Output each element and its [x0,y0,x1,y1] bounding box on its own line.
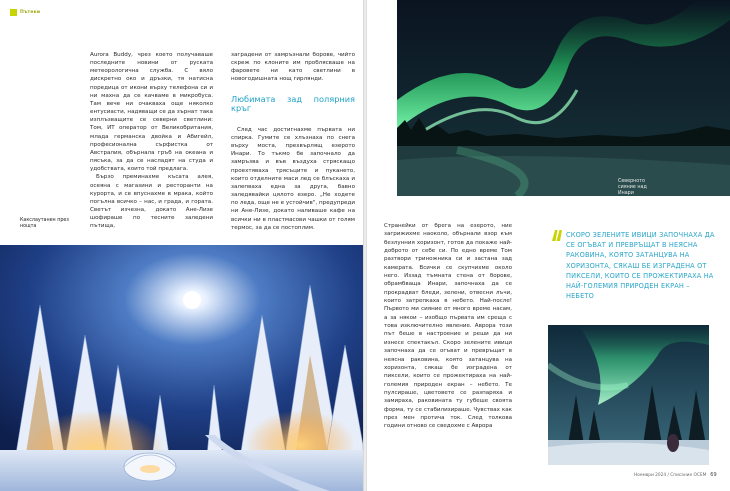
photo-caption-right: Северното сияние над Инари [618,179,647,197]
photo-caption-left: Какслаутанен през нощта [20,218,69,230]
page-number: 69 [710,472,717,478]
section-tag [10,9,40,16]
column3-body: Странейки от брега на езерото, ние загрижихме наоколо, обърнали взор към безлунния хоризонт, готов да покаже най-доброто от себе си. По едно време Том разтвори триножника си и застана зад камерата. Всички се скупчихме около него. Иззад тъмната стена от борове, обрамбваща Инари, започнаха да се прокрадват бледи, зелени, отвесни лъчи, които затрепкаха в небето. Най-после! Първото ми сияние от много време насам, а за някои – изобщо първата им среща с това изключително явление. Аврора този път беше в настроение и реши да ни изнесе спектакъл. Скоро зелените ивици започнаха да се огъват и превръщат в неясна раковина, която затанцува на хоризонта, сякаш бе изградена от пиксели, които се прожектираха на най-големия природен екран – небето. Те пулсираше, цветовете се разпаряха и замираха, раковината ту губеше своята форма, ту се стабилизираше. Чувствах как през мен протича ток. След толкова години отново се сведохме с Аврора [384,223,512,430]
column2-intro: заградени от замръзнали борове, чийто скреж по клоните им проблясваше на фаровете ни като светлини в новогодишната нощ гирлянди. [231,52,355,83]
article-column-2 [231,51,355,232]
column1-paragraph: Aurora Buddy, чрез което получаваше последните новини от руската метеорологична служба. С вяло дискретно око и дръзки, тя натисна поредица от икони върху телефона си и ни махна да се качваме в микробуса. Там вече ни очакваха още няколко ентусиасти, надяващи се да зърнат така изплъзващите се северни светлини: Том, ИТ оператор от Великобритания, млада германска двойка и Абигейл, професионална сърфистка от Австралия, обърнала гръб на океана и пясъка, за да се насладят на студа и удобствата, които той предлага. [90,52,213,173]
section-tag-bar [10,9,17,16]
aurora-forest-illustration [548,325,709,465]
snowy-night-photo [0,245,363,491]
aurora-lake-illustration [397,0,730,196]
pull-quote-text: СКОРО ЗЕЛЕНИТЕ ИВИЦИ ЗАПОЧНАХА ДА СЕ ОГЪВАТ И ПРЕВРЪЩАТ В НЕЯСНА РАКОВИНА, КОЯТО ЗАТАНЦУВА НА ХОРИЗОНТА, СЯКАШ БЕ ИЗГРАДЕНА ОТ ПИКСЕЛИ, КОИТО СЕ ПРОЖЕКТИРАХА НА НАЙ-ГОЛЕМИЯ ПРИРОДЕН ЕКРАН – НЕБЕТО [566,231,715,301]
column1-paragraph: Бързо преминахме късата алея, осеяна с магазини и ресторанти на курорта, и се впуснахме в мрака, който погълна всичко – нас, и града, и гората. Светът изчезна, докато Ане-Лизе шофираше по тесните заледени пътища, [90,174,213,230]
column2-body: След час достигнахме първата ни спирка. Гумите се хлъзнаха по снега върху моста, прехвърлящ езерото Инари. То тъкмо бе започнало да замръзва и във въздуха стряскащо проехтяваха трясъците и пукането, които отделните маси лед се блъскаха и залепваха една за друга, бавно заледявайки цялото езеро. „Не ходете по леда, още не е устойчив", предупреди ни Ане-Лизе, докато наливаше кафе на всички ни в пластмасови чашки от голям термос, за да се постоплим. [231,126,355,231]
page-footer [634,472,717,478]
section-tag-label: Пътеки [20,10,41,15]
article-column-1 [90,51,213,230]
snowy-night-illustration [0,245,363,491]
subheading: Любимата зад полярния кръг [231,93,355,114]
article-column-3 [384,222,512,431]
aurora-lake-photo [397,0,730,196]
quote-mark-icon [552,230,562,241]
footer-issue: Ноември 2024 / Списание ОСЕМ [634,472,707,478]
pull-quote [552,230,717,301]
aurora-forest-photo [548,325,709,465]
